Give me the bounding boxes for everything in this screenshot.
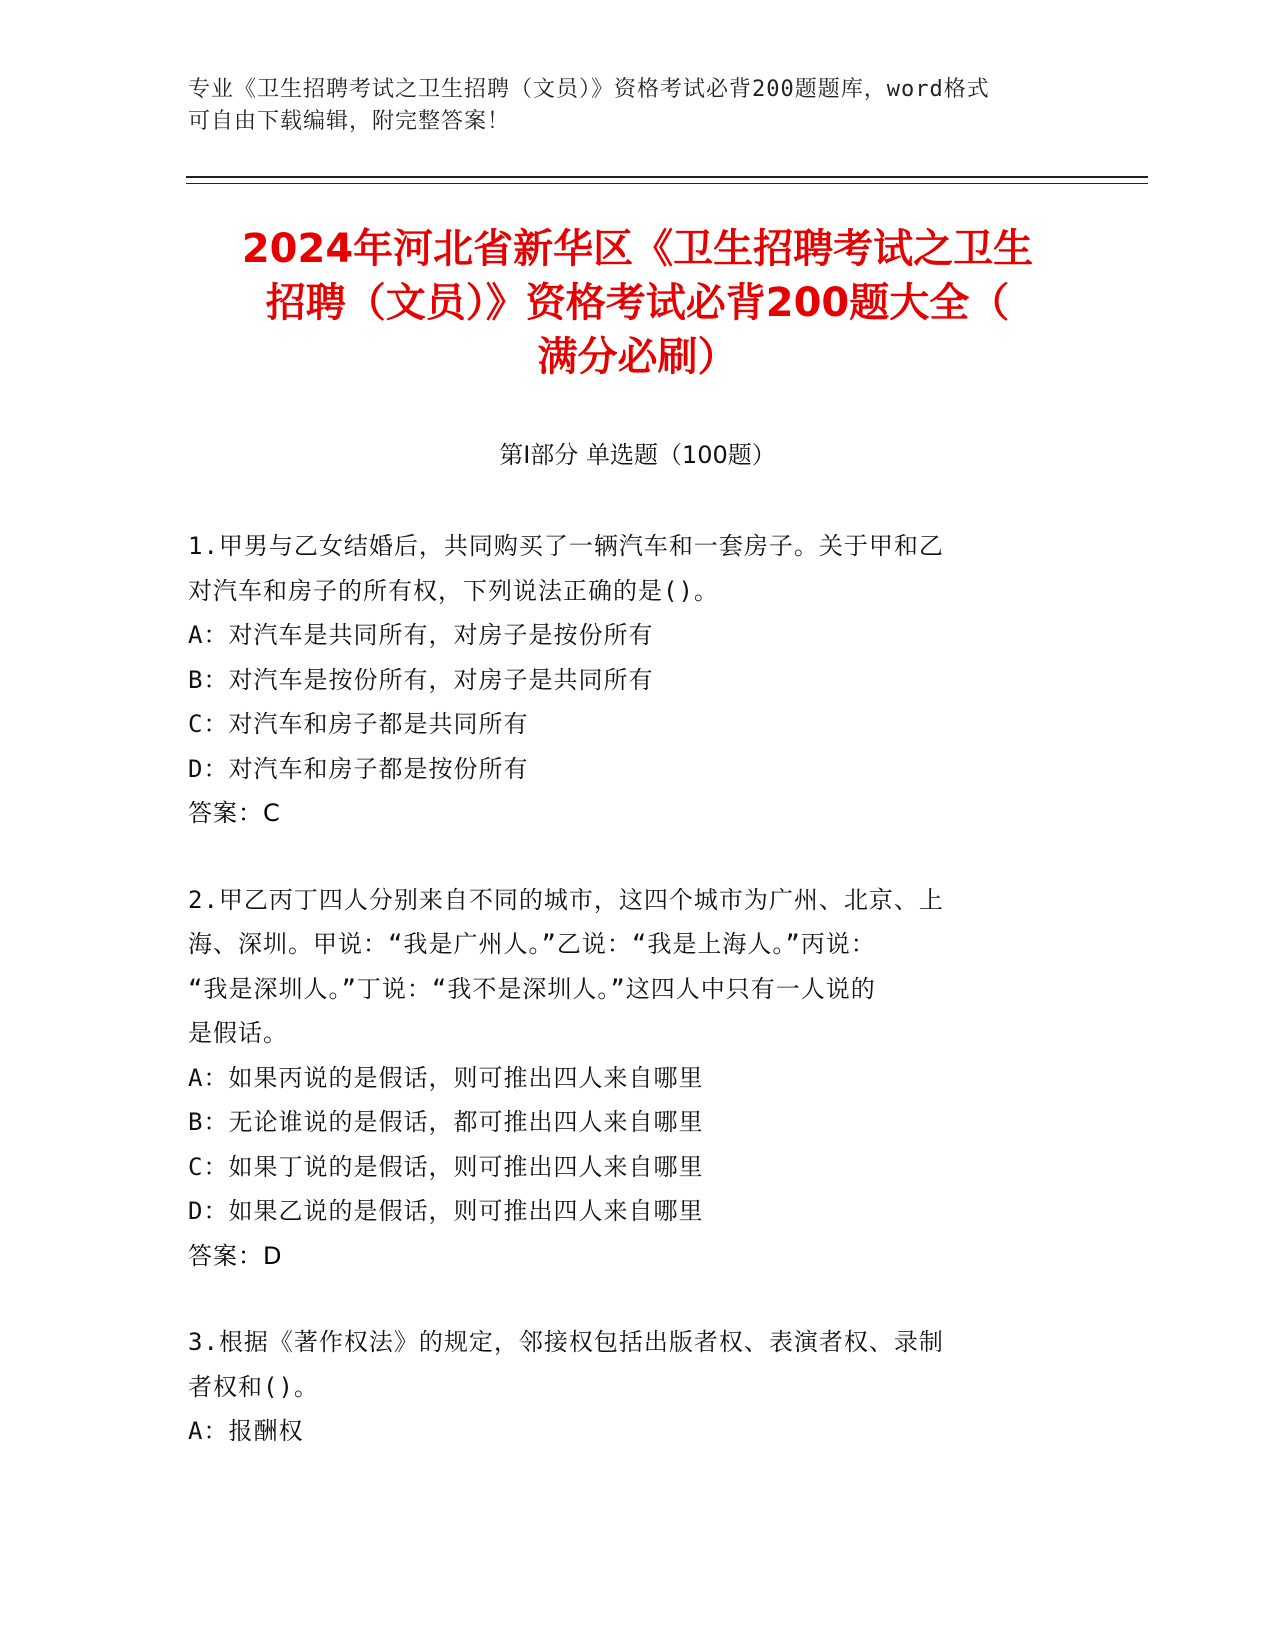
question-text-line: 1.甲男与乙女结婚后，共同购买了一辆汽车和一套房子。关于甲和乙 bbox=[188, 532, 944, 560]
option-a: A：对汽车是共同所有，对房子是按份所有 bbox=[188, 621, 654, 649]
question-1 bbox=[188, 524, 1068, 836]
answer-line: 答案：D bbox=[188, 1241, 283, 1270]
question-text-line: “我是深圳人。”丁说：“我不是深圳人。”这四人中只有一人说的 bbox=[188, 974, 876, 1003]
header-note-line: 专业《卫生招聘考试之卫生招聘（文员）》资格考试必背200题题库，word格式 bbox=[188, 77, 990, 102]
title-line: 2024年河北省新华区《卫生招聘考试之卫生 bbox=[241, 226, 1034, 272]
question-text-line: 2.甲乙丙丁四人分别来自不同的城市，这四个城市为广州、北京、上 bbox=[188, 885, 944, 914]
title-line: 满分必刷） bbox=[537, 334, 738, 380]
option-d: D：对汽车和房子都是按份所有 bbox=[188, 754, 529, 783]
question-text-line: 是假话。 bbox=[188, 1019, 288, 1047]
option-d: D：如果乙说的是假话，则可推出四人来自哪里 bbox=[188, 1197, 704, 1225]
question-2 bbox=[188, 878, 1068, 1279]
answer-line: 答案：C bbox=[188, 799, 281, 827]
question-3 bbox=[188, 1320, 1068, 1454]
question-text-line: 海、深圳。甲说：“我是广州人。”乙说：“我是上海人。”丙说： bbox=[188, 930, 876, 958]
header-note-line: 可自由下载编辑，附完整答案！ bbox=[188, 109, 511, 134]
section-heading: 第Ⅰ部分 单选题（100题） bbox=[499, 441, 776, 469]
option-c: C：对汽车和房子都是共同所有 bbox=[188, 710, 529, 738]
document-title bbox=[180, 222, 1095, 384]
option-b: B：对汽车是按份所有，对房子是共同所有 bbox=[188, 665, 654, 694]
option-b: B：无论谁说的是假话，都可推出四人来自哪里 bbox=[188, 1108, 704, 1136]
question-text-line: 者权和()。 bbox=[188, 1372, 319, 1401]
title-line: 招聘（文员）》资格考试必背200题大全（ bbox=[265, 280, 1010, 326]
option-c: C：如果丁说的是假话，则可推出四人来自哪里 bbox=[188, 1152, 704, 1181]
header-note bbox=[188, 74, 1068, 138]
header-divider-thin bbox=[186, 183, 1148, 184]
option-a: A：报酬权 bbox=[188, 1417, 304, 1445]
option-a: A：如果丙说的是假话，则可推出四人来自哪里 bbox=[188, 1063, 704, 1092]
question-text-line: 对汽车和房子的所有权，下列说法正确的是()。 bbox=[188, 576, 719, 605]
question-text-line: 3.根据《著作权法》的规定，邻接权包括出版者权、表演者权、录制 bbox=[188, 1328, 944, 1356]
question-list bbox=[188, 524, 1068, 1496]
header-divider-thick bbox=[186, 176, 1148, 178]
